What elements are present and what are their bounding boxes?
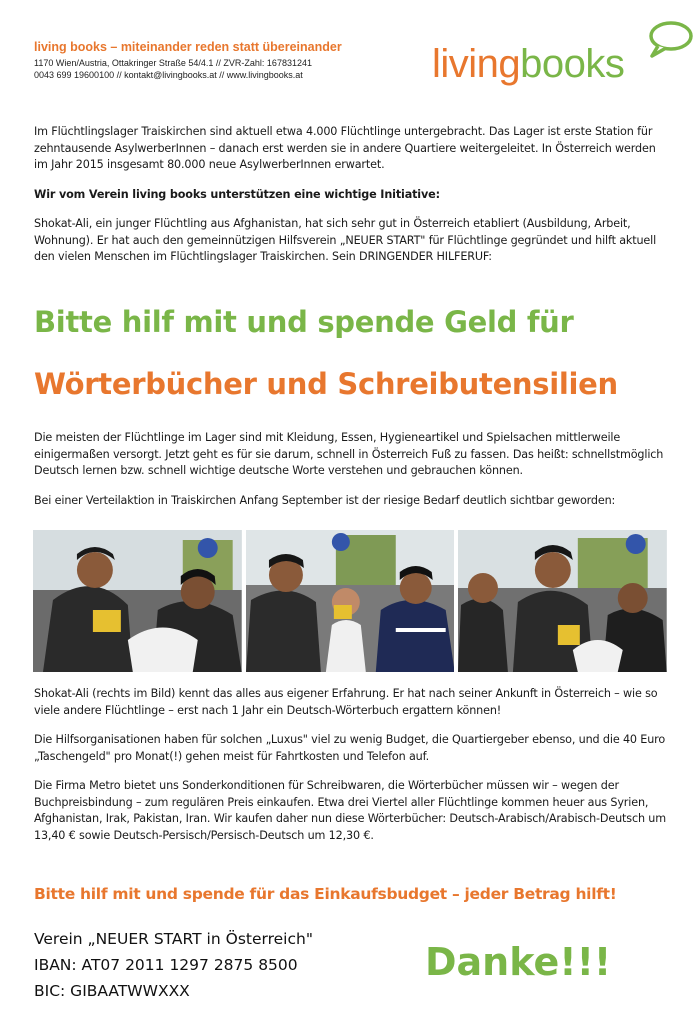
paragraph-needs: Die meisten der Flüchtlinge im Lager sind mit Kleidung, Essen, Hygieneartikel und Spielsachen mittlerweile einigermaßen versorgt. Jetzt geht es für sie darum, schnell in Österreich Fuß zu fassen. Das heißt: schnellstmöglich Deutsch lernen bzw. schnell wichtige deutsche Worte verstehen und gebrauchen können.: [34, 431, 664, 477]
photo-distribution-3: [458, 530, 667, 672]
thanks-text: Danke!!!: [425, 940, 612, 984]
call-to-action: Bitte hilf mit und spende für das Einkaufsbudget – jeder Betrag hilft!: [34, 885, 617, 903]
bank-account-name: Verein „NEUER START in Österreich": [34, 930, 313, 948]
org-address: 1170 Wien/Austria, Ottakringer Straße 54/4.1 // ZVR-Zahl: 167831241: [34, 58, 312, 68]
livingbooks-logo: [432, 20, 694, 90]
photo-distribution-2: [246, 530, 455, 672]
logo-wordmark: [432, 42, 624, 87]
org-title: living books – miteinander reden statt übereinander: [34, 40, 342, 54]
paragraph-metro: Die Firma Metro bietet uns Sonderkonditionen für Schreibwaren, die Wörterbücher müssen wir – wegen der Buchpreisbindung – zum regulären Preis einkaufen. Etwa drei Viertel aller Flüchtlinge kommen heuer aus Syrien, Afghanistan, Irak, Pakistan, Iran. Wir kaufen daher nun diese Wörterbücher: Deutsch-Arabisch/Arabisch-Deutsch um 13,40 € sowie Deutsch-Persisch/Persisch-Deutsch um 12,30 €.: [34, 779, 666, 842]
headline-dictionaries: Wörterbücher und Schreibutensilien: [34, 367, 618, 401]
paragraph-budget: Die Hilfsorganisationen haben für solchen „Luxus" viel zu wenig Budget, die Quartiergeber ebenso, und die 40 Euro „Taschengeld" pro Monat(!) gehen meist für Fahrtkosten und Telefon auf.: [34, 733, 666, 763]
paragraph-shokat: Shokat-Ali, ein junger Flüchtling aus Afghanistan, hat sich sehr gut in Österreich etabliert (Ausbildung, Arbeit, Wohnung). Er hat auch den gemeinnützigen Hilfsverein „NEUER START" für Flüchtlinge gegründet und hilft aktuell den vielen Menschen im Flüchtlingslager Traiskirchen. Sein DRINGENDER HILFERUF:: [34, 217, 657, 263]
logo-living: living: [432, 42, 521, 86]
bank-details: [34, 926, 313, 1004]
bank-bic: BIC: GIBAATWWXXX: [34, 982, 190, 1000]
logo-books: books: [520, 42, 625, 86]
photo-strip: [33, 530, 667, 672]
intro-text: [34, 124, 668, 266]
need-text: [34, 430, 674, 509]
headline-donate: Bitte hilf mit und spende Geld für: [34, 305, 574, 339]
paragraph-intro: Im Flüchtlingslager Traiskirchen sind aktuell etwa 4.000 Flüchtlinge untergebracht. Das Lager ist erste Station für zehntausende AsylwerberInnen – danach erst werden sie in andere Quartiere weitergeleitet. In Österreich werden im Jahr 2015 insgesamt 80.000 neue AsylwerberInnen erwartet.: [34, 125, 656, 171]
paragraph-experience: Shokat-Ali (rechts im Bild) kennt das alles aus eigener Erfahrung. Er hat nach seiner Ankunft in Österreich – wie so viele andere Flüchtlinge – erst nach 1 Jahr ein Deutsch-Wörterbuch ergattern können!: [34, 687, 658, 717]
bank-iban: IBAN: AT07 2011 1297 2875 8500: [34, 956, 298, 974]
paragraph-initiative: Wir vom Verein living books unterstützen eine wichtige Initiative:: [34, 187, 440, 201]
paragraph-distribution: Bei einer Verteilaktion in Traiskirchen Anfang September ist der riesige Bedarf deutlich sichtbar geworden:: [34, 493, 616, 507]
org-contact: 0043 699 19600100 // kontakt@livingbooks.at // www.livingbooks.at: [34, 70, 303, 80]
details-text: [34, 686, 674, 844]
photo-distribution-1: [33, 530, 242, 672]
letterhead: [34, 40, 394, 81]
speech-bubble-icon: [644, 20, 694, 58]
